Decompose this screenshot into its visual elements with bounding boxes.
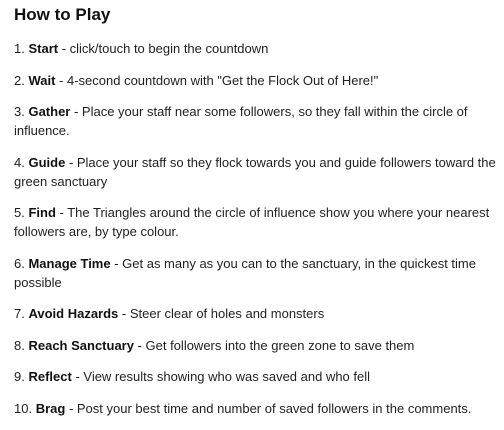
step-number: 4. [14, 154, 25, 170]
page-title: How to Play [14, 5, 111, 24]
step-item [14, 304, 498, 323]
step-item [14, 153, 498, 191]
step-number: 10. [14, 400, 33, 416]
step-description: - View results showing who was saved and who fell [71, 369, 371, 384]
steps-list [14, 39, 498, 418]
step-description: - Post your best time and number of saved followers in the comments. [65, 400, 472, 416]
step-term: Guide [28, 154, 66, 170]
step-term: Brag [35, 400, 66, 416]
step-number: 6. [14, 255, 25, 271]
step-description: - Steer clear of holes and monsters [118, 306, 325, 321]
how-to-play-document [14, 4, 498, 430]
step-term: Start [28, 41, 59, 56]
step-number: 5. [14, 205, 25, 220]
step-description: - click/touch to begin the countdown [58, 41, 269, 56]
step-item [14, 71, 498, 90]
step-item [14, 203, 498, 241]
step-item [14, 254, 498, 292]
step-description: - Place your staff near some followers, so they fall within the circle of influence. [14, 104, 468, 138]
step-term: Reach Sanctuary [28, 337, 134, 353]
step-number: 7. [14, 306, 25, 321]
step-term: Gather [28, 104, 71, 119]
step-term: Wait [28, 72, 56, 88]
step-item [14, 39, 498, 58]
step-number: 8. [14, 337, 25, 353]
step-description: - 4-second countdown with "Get the Flock Out of Here!" [55, 72, 379, 88]
step-description: - Get followers into the green zone to save them [133, 337, 415, 353]
step-term: Manage Time [28, 255, 111, 271]
step-item [14, 367, 498, 386]
step-item [14, 399, 498, 418]
step-number: 9. [14, 369, 25, 384]
step-term: Avoid Hazards [28, 306, 119, 321]
step-term: Reflect [28, 369, 72, 384]
step-item [14, 102, 498, 140]
step-number: 2. [14, 72, 25, 88]
step-description: - The Triangles around the circle of influence show you where your nearest followers are, by type colour. [14, 205, 490, 239]
step-item [14, 336, 498, 355]
step-term: Find [28, 205, 56, 220]
step-number: 1. [14, 41, 25, 56]
step-description: - Place your staff so they flock towards you and guide followers toward the green sanctuary [14, 154, 496, 189]
step-number: 3. [14, 104, 25, 119]
step-description: - Get as many as you can to the sanctuary, in the quickest time possible [14, 255, 476, 290]
